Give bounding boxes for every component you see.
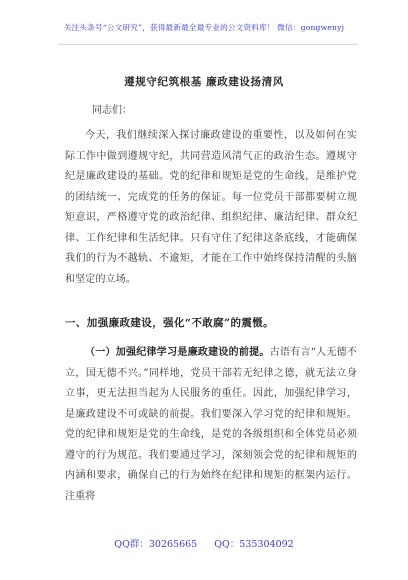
header-banner: 关注头条号“公文研究”，获得最新最全最专业的公文资料库！ 微信：gongwenyj xyxy=(63,23,345,32)
header-divider xyxy=(58,44,358,45)
document-title: 遵规守纪筑根基 廉政建设扬清风 xyxy=(124,76,284,88)
footer-contact: QQ群：30265665 QQ：535304092 xyxy=(114,539,294,550)
paragraph-2-text: 古语有言“人无德不立，国无德不兴。”同样地，党员干部若无纪律之德，就无法立身立事，更无法担当起为人民服务的重任。因此，加强纪律学习，是廉政建设不可或缺的前提。我们要深入学习党的纪律和规矩。党的纪律和规矩是党的生命线，是党的各级组织和全体党员必须遵守的行为规范。我们要通过学习，深刻领会党的纪律和规矩的内涵和要求，确保自己的行为始终在纪律和规矩的框架内运行。注重将 xyxy=(65,347,358,502)
paragraph-2 xyxy=(65,343,357,507)
subheading-1: （一）加强纪律学习是廉政建设的前提。 xyxy=(85,347,270,358)
section-heading-1: 一、加强廉政建设，强化“不敢腐”的震慑。 xyxy=(65,317,275,329)
salutation: 同志们： xyxy=(92,105,132,116)
paragraph-1: 今天，我们继续深入探讨廉政建设的重要性，以及如何在实际工作中做到遵规守纪，共同营造风清气正的政治生态。遵规守纪是廉政建设的基础。党的纪律和规矩是党的生命线，是维护党的团结统一、完成党的任务的保证。每一位党员干部都要树立规矩意识，严格遵守党的政治纪律、组织纪律、廉洁纪律、群众纪律、工作纪律和生活纪律。只有守住了纪律这条底线，才能确保我们的行为不越轨、不逾矩，才能在工作中始终保持清醒的头脑和坚定的立场。 xyxy=(65,130,357,285)
